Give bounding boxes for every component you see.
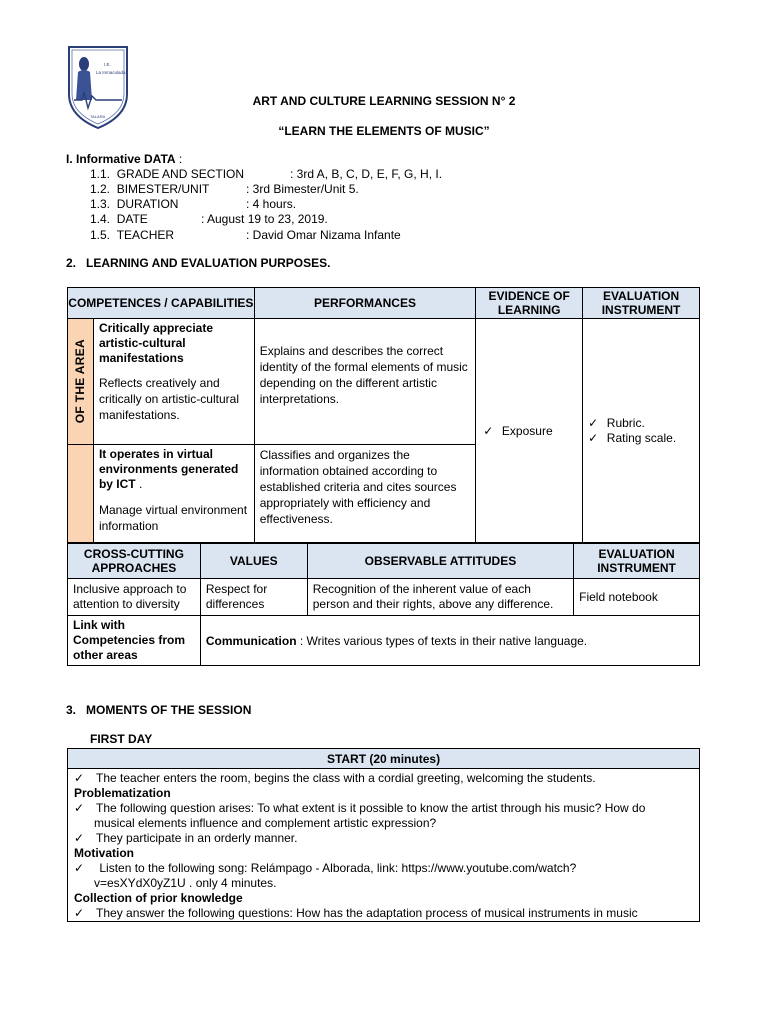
capability-2: Manage virtual environment information: [98, 503, 248, 533]
info-value-teacher: : David Omar Nizama Infante: [246, 228, 401, 242]
capability-1: Reflects creatively and critically on artistic-cultural manifestations.: [98, 376, 239, 422]
instrument-rubric: Rubric.: [606, 415, 645, 430]
competence-cell-1: [93, 319, 254, 445]
start-line-cont: musical elements influence and complement artistic expression?: [94, 816, 437, 830]
attitude: Recognition of the inherent value of each person and their rights, above any difference.: [307, 579, 573, 616]
header-approaches: CROSS-CUTTING APPROACHES: [68, 544, 201, 579]
page-title: ART AND CULTURE LEARNING SESSION N° 2: [252, 94, 516, 108]
section-3-heading: 3. MOMENTS OF THE SESSION: [66, 703, 252, 717]
competence-2: It operates in virtual environments generated by ICT .: [98, 447, 239, 491]
start-line-heading: Collection of prior knowledge: [74, 891, 243, 905]
instrument-cell: [583, 319, 700, 543]
info-item-duration: 1.3. DURATION: [90, 197, 179, 211]
instrument-field-notebook: Field notebook: [574, 579, 700, 616]
evidence-cell: [476, 319, 583, 543]
info-value-date: : August 19 to 23, 2019.: [201, 212, 328, 226]
cross-cutting-table: [67, 543, 700, 666]
start-line: ✓ The following question arises: To what extent is it possible to know the artist through his music? How do: [74, 801, 646, 815]
school-logo: [66, 44, 130, 130]
start-line: ✓ They participate in an orderly manner.: [74, 831, 298, 845]
approach: Inclusive approach to attention to diversity: [68, 579, 201, 616]
start-line: ✓ Listen to the following song: Relámpago - Alborada, link: https://www.youtube.com/watch?: [74, 861, 577, 875]
start-table: [67, 748, 700, 922]
value: Respect for differences: [200, 579, 307, 616]
check-icon: ✓: [588, 430, 599, 445]
informative-heading: I. Informative DATA :: [66, 152, 183, 166]
info-value-bimester: : 3rd Bimester/Unit 5.: [246, 182, 359, 196]
side-label: OF THE AREA: [73, 339, 88, 424]
header-instrument-2: EVALUATION INSTRUMENT: [574, 544, 700, 579]
info-item-teacher: 1.5. TEACHER: [90, 228, 175, 242]
day-heading: FIRST DAY: [90, 732, 153, 746]
competence-cell-2: [93, 445, 254, 543]
page-subtitle: “LEARN THE ELEMENTS OF MUSIC”: [278, 124, 490, 138]
info-item-grade: 1.1. GRADE AND SECTION: [90, 167, 245, 181]
side-label-cell: [68, 319, 94, 445]
side-label-cell-2: [68, 445, 94, 543]
info-item-bimester: 1.2. BIMESTER/UNIT: [90, 182, 210, 196]
check-icon: ✓: [74, 831, 85, 845]
header-attitudes: OBSERVABLE ATTITUDES: [307, 544, 573, 579]
check-icon: ✓: [483, 423, 494, 438]
svg-text:La Inmaculada: La Inmaculada: [96, 70, 126, 75]
svg-text:TALARA: TALARA: [90, 114, 106, 119]
link-content: [200, 616, 699, 666]
link-description: : Writes various types of texts in their native language.: [296, 633, 588, 648]
info-value-duration: : 4 hours.: [246, 197, 297, 211]
performance-1: Explains and describes the correct identity of the formal elements of music depending on the different artistic interpretations.: [254, 319, 476, 445]
header-competences: COMPETENCES / CAPABILITIES: [68, 288, 255, 319]
check-icon: ✓: [74, 861, 85, 875]
instrument-rating-scale: Rating scale.: [606, 430, 677, 445]
start-line-heading: Motivation: [74, 846, 134, 860]
header-evidence: EVIDENCE OF LEARNING: [476, 288, 583, 319]
check-icon: ✓: [74, 801, 85, 815]
start-header: START (20 minutes): [68, 749, 700, 769]
performance-2: Classifies and organizes the information obtained according to established criteria and cites sources appropriately with efficiency and effectiveness.: [254, 445, 476, 543]
header-instrument: EVALUATION INSTRUMENT: [583, 288, 700, 319]
header-values: VALUES: [200, 544, 307, 579]
info-value-grade: : 3rd A, B, C, D, E, F, G, H, I.: [290, 167, 443, 181]
evidence-exposure: Exposure: [501, 423, 553, 438]
start-line-cont: v=esXYdX0yZ1U . only 4 minutes.: [94, 876, 277, 890]
start-line-heading: Problematization: [74, 786, 171, 800]
info-item-date: 1.4. DATE: [90, 212, 148, 226]
check-icon: ✓: [74, 771, 85, 785]
link-label: Link with Competencies from other areas: [68, 616, 201, 666]
start-line: ✓ The teacher enters the room, begins the class with a cordial greeting, welcoming the students.: [74, 771, 596, 785]
section-2-heading: 2. LEARNING AND EVALUATION PURPOSES.: [66, 256, 331, 270]
svg-text:I.E.: I.E.: [104, 62, 111, 67]
check-icon: ✓: [74, 906, 85, 920]
competence-1: Critically appreciate artistic-cultural manifestations: [98, 321, 214, 365]
start-content: [68, 769, 700, 922]
start-line: ✓ They answer the following questions: How has the adaptation process of musical instruments in music: [74, 906, 638, 920]
link-area: Communication: [205, 633, 297, 648]
check-icon: ✓: [588, 415, 599, 430]
header-performances: PERFORMANCES: [254, 288, 476, 319]
learning-purposes-table: [67, 287, 700, 543]
